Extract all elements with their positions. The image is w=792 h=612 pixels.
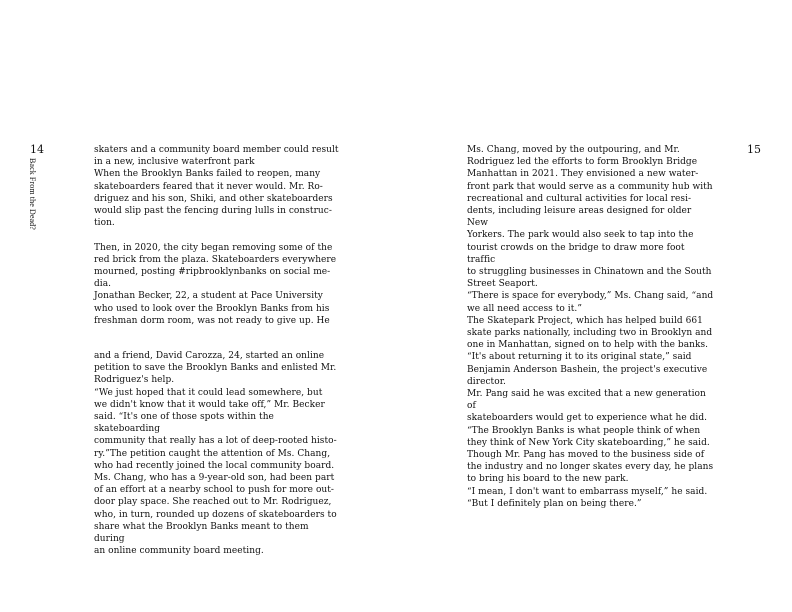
left-column-top [94, 144, 342, 327]
paragraph: “I mean, I don't want to embarrass myself,” he said. “But I definitely plan on being there.” [467, 486, 708, 509]
paragraph: The Skatepark Project, which has helped build 661 skate parks nationally, including two in Brooklyn and one in Manhattan, signed on to help with the banks. [467, 315, 713, 351]
paragraph: Then, in 2020, the city began removing some of the red brick from the plaza. Skateboarders everywhere mourned, posting #ripbrooklynbanks on social me- dia. [94, 242, 337, 290]
paragraph: “The Brooklyn Banks is what people think of when they think of New York City skateboarding,” he said. [467, 425, 710, 448]
left-column-bottom [94, 350, 342, 557]
paragraph: “There is space for everybody,” Ms. Chang said, “and we all need access to it.” [467, 291, 714, 314]
page-number-right: 15 [747, 143, 761, 156]
right-column [467, 144, 715, 510]
paragraph: and a friend, David Carozza, 24, started an online petition to save the Brooklyn Banks and enlisted Mr. Rodriguez's help. [94, 351, 337, 386]
paragraph: Jonathan Becker, 22, a student at Pace University who used to look over the Brooklyn Banks from his freshman dorm room, was not ready to give up. He [94, 291, 330, 326]
paragraph: When the Brooklyn Banks failed to reopen, many skateboarders feared that it never would. Mr. Ro- driguez and his son, Shiki, and other skateboarders would slip past the fencing during lulls in construc- tion. [94, 169, 333, 229]
running-head: Back From the Dead? [28, 158, 37, 230]
paragraph: Though Mr. Pang has moved to the business side of the industry and no longer skates every day, he plans to bring his board to the new park. [467, 450, 714, 485]
paragraph: Mr. Pang said he was excited that a new generation of skateboarders would get to experience what he did. [467, 389, 708, 424]
paragraph: skaters and a community board member could result in a new, inclusive waterfront park [94, 145, 339, 168]
paragraph: Ms. Chang, moved by the outpouring, and Mr. Rodriguez led the efforts to form Brooklyn Bridge Manhattan in 2021. They envisioned a new water- front park that would serve as a community hub with recreational and cultural activities for local resi- dents, including leisure areas designed for older New Yorkers. The park would also seek to tap into the tourist crowds on the bridge to draw more foot traffic to struggling businesses in Chinatown and the South Street Seaport. [467, 145, 713, 290]
paragraph: “We just hoped that it could lead somewhere, but we didn't know that it would take off,” Mr. Becker said. “It's one of those spots within the skateboarding community that really has a lot of deep-rooted histo- ry.”The petition caught the attention of Ms. Chang, who had recently joined the local community board. [94, 387, 337, 471]
page-number-left: 14 [30, 143, 44, 156]
paragraph-gap [94, 229, 342, 241]
paragraph: Ms. Chang, who has a 9-year-old son, had been part of an effort at a nearby school to push for more out- door play space. She reached out to Mr. Rodriguez, who, in turn, rounded up dozens of skateboarders to share what the Brooklyn Banks meant to them during an online community board meeting. [94, 473, 337, 557]
paragraph: “It's about returning it to its original state,” said Benjamin Anderson Bashein, the project's executive director. [467, 352, 708, 387]
